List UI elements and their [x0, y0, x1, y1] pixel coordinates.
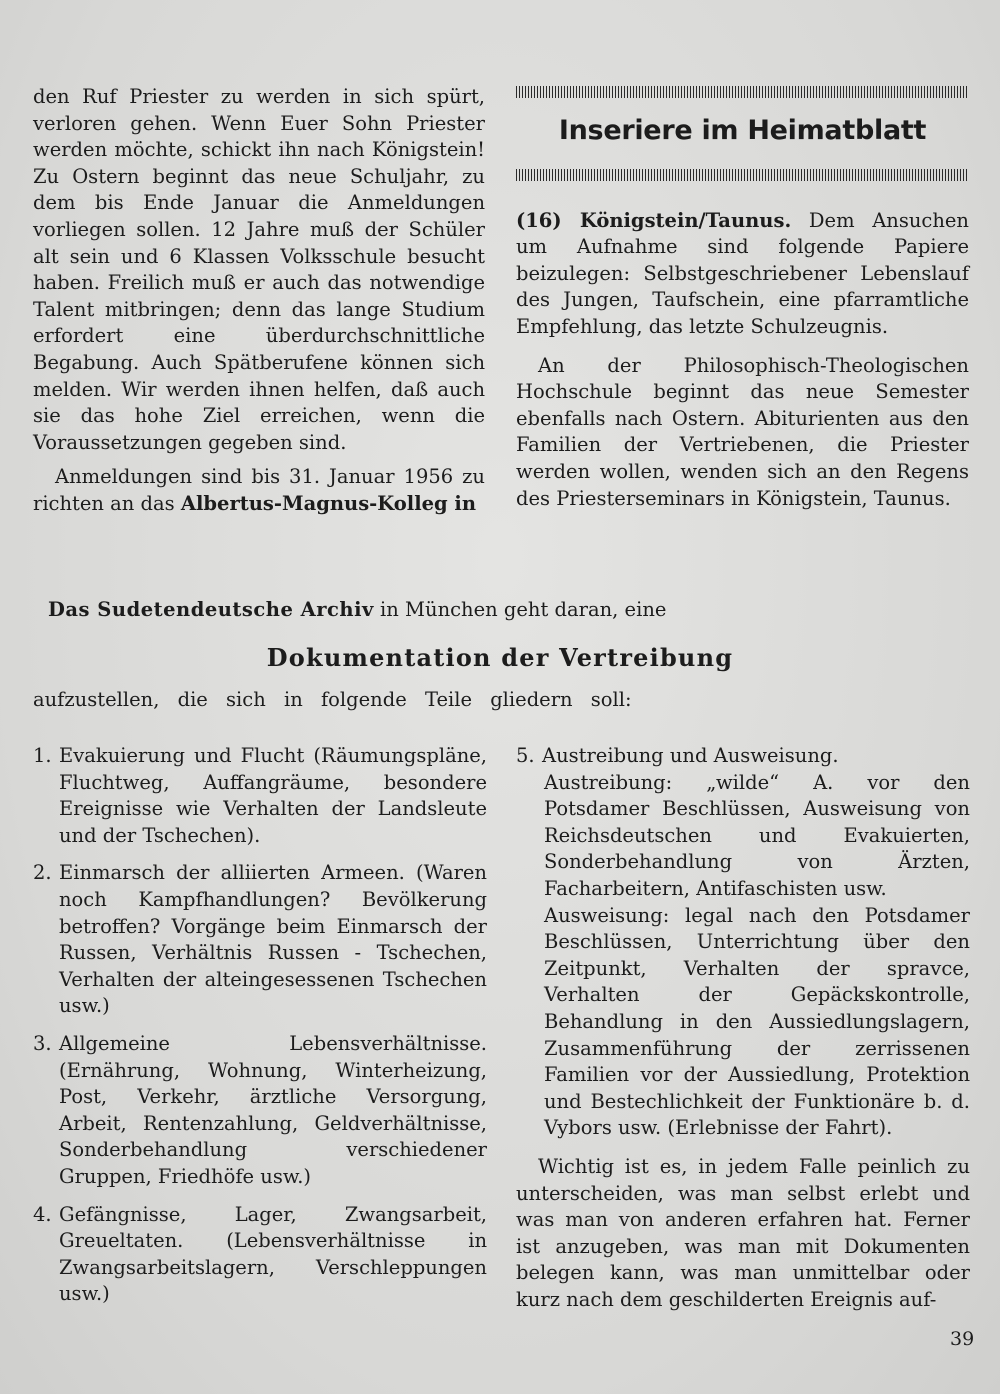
- paragraph-text: Dem Ansuchen um Aufnahme sind folgende Papiere beizulegen: Selbstgeschriebener Lebenslauf des Jungen, Taufschein, eine pfarramtliche Empfehlung, das letzte Schulzeugnis.: [516, 208, 969, 338]
- paragraph: den Ruf Priester zu werden in sich spürt, verloren gehen. Wenn Euer Sohn Priester werden möchte, schickt ihn nach Königstein! Zu Ostern beginnt das neue Schuljahr, zu dem bis Ende Januar die Anmeldungen vorliegen sollen. 12 Jahre muß der Schüler alt sein und 6 Klassen Volksschule besucht haben. Freilich muß er auch das notwendige Talent mitbringen; denn das lange Studium erfordert eine überdurchschnittliche Begabung. Auch Spätberufene können sich melden. Wir werden ihnen helfen, daß auch sie das hohe Ziel erreichen, wenn die Voraussetzungen gegeben sind.: [33, 85, 485, 454]
- item-number: 1.: [33, 744, 52, 767]
- college-name: Albertus-Magnus-Kolleg in: [180, 491, 477, 515]
- ad-title: Inseriere im Heimatblatt: [558, 115, 927, 146]
- page-number: 39: [950, 1328, 975, 1350]
- decorative-rule-bottom: [516, 169, 969, 181]
- item-number: 5.: [516, 744, 535, 767]
- section-outro: aufzustellen, die sich in folgende Teile gliedern soll:: [33, 688, 632, 711]
- paragraph: An der Philosophisch-Theologischen Hochschule beginnt das neue Semester ebenfalls nach Ostern. Abiturienten aus den Familien der Vertriebenen, die Priester werden wollen, wenden sich an den Regens des Priesterseminars in Königstein, Taunus.: [516, 353, 969, 510]
- decorative-rule-top: [516, 86, 969, 98]
- item-text: Evakuierung und Flucht (Räumungspläne, Fluchtweg, Auffangräume, besondere Ereignisse wie Verhalten der Landsleute und der Tschechen).: [59, 744, 487, 847]
- bottom-left-column: [33, 743, 487, 1319]
- item-number: 4.: [33, 1202, 52, 1226]
- list-item: [33, 1031, 487, 1191]
- item-number: 3.: [33, 1031, 52, 1055]
- paragraph: Wichtig ist es, in jedem Falle peinlich zu unterscheiden, was man selbst erlebt und was man von anderen erfahren hat. Ferner ist anzugeben, was man mit Dokumenten belegen kann, was man unmittelbar oder kurz nach dem geschilderten Ereignis auf-: [516, 1154, 970, 1311]
- item-subparagraph: Austreibung: „wilde“ A. vor den Potsdamer Beschlüssen, Ausweisung von Reichsdeutschen und Evakuierten, Sonderbehandlung von Ärzten, Facharbeitern, Antifaschisten usw.: [544, 770, 970, 900]
- paragraph: [516, 208, 969, 341]
- paragraph-text: Anmeldungen sind bis 31. Januar 1956 zu richten an das: [33, 465, 485, 515]
- list-item: [33, 1202, 487, 1308]
- item-subparagraph: Ausweisung: legal nach den Potsdamer Beschlüssen, Unterrichtung über den Zeitpunkt, Verhalten der spravce, Verhalten der Gepäckskontrolle, Behandlung in den Aussiedlungslagern, Zusammenführung der zerrissenen Familien vor der Aussiedlung, Protektion und Bestechlichkeit der Funktionäre b. d. Vybors usw. (Erlebnisse der Fahrt).: [544, 903, 970, 1140]
- item-text: Allgemeine Lebensverhältnisse. (Ernährung, Wohnung, Winterheizung, Post, Verkehr, ärztliche Versorgung, Arbeit, Rentenzahlung, Geldverhältnisse, Sonderbehandlung verschiedener Gruppen, Friedhöfe usw.): [59, 1031, 487, 1188]
- section-intro: [48, 598, 666, 621]
- item-number: 2.: [33, 861, 52, 885]
- top-left-column: [33, 84, 485, 518]
- list-item: [516, 743, 970, 770]
- item-text: Gefängnisse, Lager, Zwangsarbeit, Greueltaten. (Lebensverhältnisse in Zwangsarbeitslagern, Verschleppungen usw.): [59, 1202, 487, 1306]
- intro-text: in München geht daran, eine: [373, 598, 667, 621]
- item-title: Austreibung und Ausweisung.: [542, 744, 839, 767]
- top-right-column: [516, 86, 969, 512]
- place-dateline: (16) Königstein/Taunus.: [516, 208, 792, 232]
- section-heading: Dokumentation der Vertreibung: [266, 643, 734, 672]
- archive-name: Das Sudetendeutsche Archiv: [48, 598, 374, 621]
- paragraph: [33, 464, 485, 517]
- list-item: [33, 860, 487, 1020]
- list-item: [33, 743, 487, 849]
- bottom-right-column: [516, 743, 970, 1313]
- item-text: Einmarsch der alliierten Armeen. (Waren noch Kampfhandlungen? Bevölkerung betroffen? Vorgänge beim Einmarsch der Russen, Verhältnis Russen - Tschechen, Verhalten der alteingesessenen Tschechen usw.): [59, 861, 487, 1018]
